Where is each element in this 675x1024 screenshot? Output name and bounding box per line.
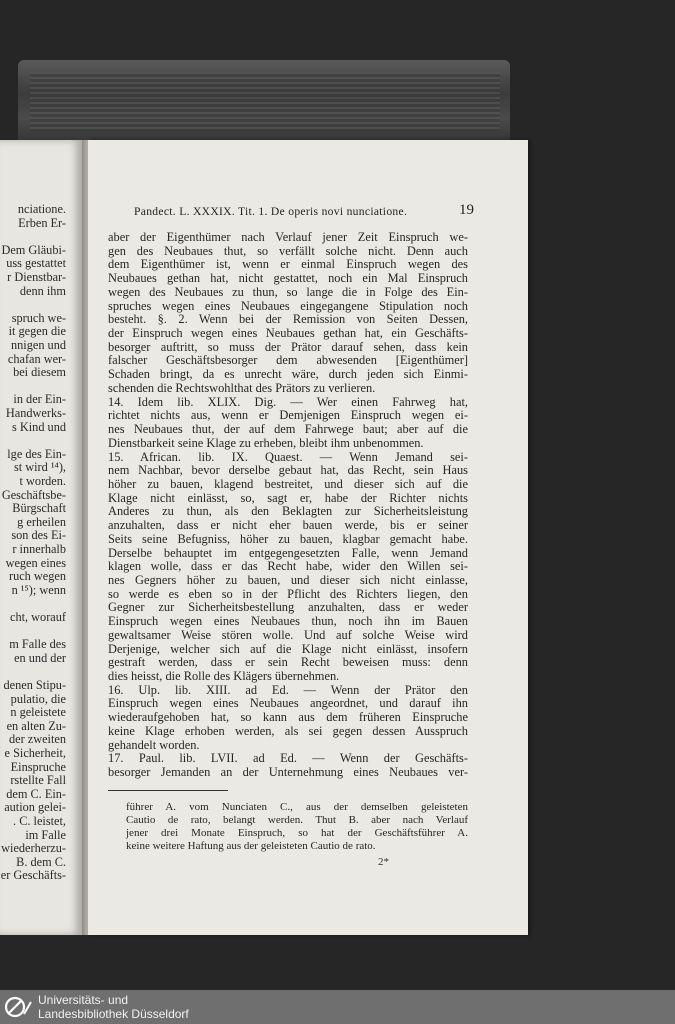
body-line: keine Klage erhoben werden, als sei gegen dessen Ausspruch [108, 723, 468, 738]
left-page-line: Bürgschaft [12, 501, 66, 516]
body-line: besorger Jemanden an der Unternehmung eines Neubaues ver- [108, 765, 468, 780]
body-line: schenden die Rechtswohlthat des Prätors zu verlieren. [108, 380, 376, 395]
left-page-line: n ¹⁵); wenn [11, 582, 66, 597]
body-line: Neubaues gethan hat, nicht gestattet, noch ein Mal Einspruch [108, 271, 468, 286]
left-page-line: uss gestattet [6, 256, 66, 271]
left-page-line: lge des Ein- [7, 446, 66, 461]
left-page-line: ruch wegen [8, 569, 66, 584]
body-line: anzuhalten, dass er nicht eher bauen werde, bis er seiner [108, 518, 468, 533]
left-page-line: wegen eines [5, 555, 66, 570]
left-page-line: spruch we- [11, 310, 66, 325]
left-page-line: m Falle des [9, 637, 66, 652]
left-page-line: s Kind und [12, 419, 66, 434]
body-line: Schaden bringt, da es unrecht wäre, durch jeden sich Einmi- [108, 367, 468, 382]
body-line: Gegner zur Sicherheitsbestellung anzuhalten, dass er weder [108, 600, 468, 615]
signature-mark: 2* [378, 856, 389, 868]
left-page-line: nnigen und [11, 338, 66, 352]
left-page-line: der zweiten [8, 732, 66, 747]
left-page-line: dem C. Ein- [6, 786, 66, 801]
left-page-line: n geleistete [10, 705, 66, 720]
left-page-line: pulatio, die [10, 691, 66, 706]
body-line: richtet nichts aus, wenn er Demjenigen Einspruch wegen ei- [108, 408, 468, 423]
left-page-line: im Falle [25, 827, 66, 842]
body-line: dies heisst, die Rolle des Klägers übernehmen. [108, 669, 340, 684]
body-line: Klage nicht einlässt, so, sagt er, habe der Richter nichts [108, 490, 468, 505]
left-page-line: denen Stipu- [3, 678, 66, 692]
body-line: Einspruch wegen eines Neubaues angeordnet, und darauf ihn [108, 696, 468, 711]
left-page-line: bei diesem [13, 365, 66, 380]
left-page-line: B. dem C. [16, 854, 66, 869]
body-line: der Einspruch wegen eines Neubaues gethan hat, ein Geschäfts- [108, 326, 468, 341]
left-page-line: en und der [14, 650, 66, 665]
left-page-line: e Sicherheit, [4, 746, 66, 760]
left-page-line: chafan wer- [7, 351, 66, 366]
body-line: gestraft werden, dass er sein Recht beweisen muss: denn [108, 655, 468, 670]
body-line: besorger auftritt, so muss der Prätor darauf sehen, dass kein [108, 339, 468, 354]
body-line: 14. Idem lib. XLIX. Dig. — Wer einen Fahrweg hat, [108, 394, 468, 409]
footnote-line: führer A. vom Nunciaten C., aus der demselben geleisteten [126, 801, 468, 813]
left-page-line: nciatione. [17, 202, 66, 216]
body-line: Derselbe behauptet im entgegengesetzten Falle, wenn Jemand [108, 545, 468, 560]
body-line: 16. Ulp. lib. XIII. ad Ed. — Wenn der Prätor den [108, 682, 468, 697]
left-page-line: r innerhalb [12, 542, 66, 556]
body-line: gehandelt worden. [108, 737, 200, 752]
body-line: wiederaufgehoben hat, so kann aus dem früheren Einspruche [108, 710, 468, 725]
left-page-line: st wird ¹⁴), [13, 460, 66, 475]
left-page-line: it gegen die [8, 324, 66, 339]
left-page-line: Einspruche [10, 759, 66, 774]
left-page-line: denn ihm [19, 283, 66, 298]
left-page-line: t worden. [19, 474, 66, 488]
body-line: höher zu bauen, klagend bestreitet, und dieser sich auf die [108, 476, 468, 491]
left-page-line: Geschäftsbe- [1, 487, 66, 502]
body-line: Einspruch wegen eines Neubaues thun, noch ihn im Bauen [108, 614, 468, 629]
body-line: nes Gegners höher zu bauen, und dieser sich nicht einlasse, [108, 573, 468, 587]
body-line: Anderes zu thun, als den Beklagten zur Sicherheitsleistung [108, 504, 468, 519]
left-page [0, 140, 82, 935]
right-page [88, 140, 528, 935]
institution-line-2: Landesbibliothek Düsseldorf [38, 1007, 189, 1021]
body-line: Derjenige, welcher sich auf die Klage nicht einlässt, insofern [108, 641, 468, 656]
body-line: gewaltsamer Weise stören wolle. Und auf solche Weise wird [108, 627, 468, 642]
left-page-line: Handwerks- [5, 406, 66, 420]
running-header [134, 202, 472, 220]
left-page-line: g erheilen [17, 514, 66, 529]
body-line: falscher Geschäftsbesorger dem abwesenden [Eigenthümer] [108, 353, 468, 368]
left-page-line: er Geschäfts- [0, 868, 66, 883]
body-line: so werde es eben so in der Pflicht des Richters liegen, den [108, 586, 468, 601]
body-line: spruches wegen eines Neubaues eingegangene Stipulation noch [108, 298, 468, 313]
left-page-line: rstellte Fall [10, 773, 66, 788]
body-line: nes Neubaues thut, der auf dem Fahrwege baut; aber auf die [108, 422, 468, 437]
left-page-line: in der Ein- [13, 392, 66, 407]
footnote-rule [108, 790, 228, 791]
running-title: Pandect. L. XXXIX. Tit. 1. De operis novi nunciatione. [134, 205, 408, 218]
body-line: klagen wolle, dass er das Recht habe, wider den Willen sei- [108, 559, 468, 574]
body-line: Seits seine Befugniss, höher zu bauen, klagbar gemacht habe. [108, 531, 468, 546]
left-page-line: en alten Zu- [6, 718, 66, 733]
left-page-line: r Dienstbar- [7, 270, 66, 284]
institution-name [38, 993, 189, 1021]
left-page-line: Erben Er- [18, 215, 66, 230]
footnote-line: Cautio de rato, belangt werden. Thut B. aber nach Verlauf [126, 814, 468, 826]
body-line: gen des Neubaues thut, so verfällt solche nicht. Denn auch [108, 243, 468, 258]
body-line: dem Eigenthümer ist, wenn er einmal Einspruch wegen des [108, 257, 468, 272]
body-line: 17. Paul. lib. LVII. ad Ed. — Wenn der Geschäfts- [108, 751, 468, 766]
institution-line-1: Universitäts- und [38, 993, 129, 1007]
left-page-line: Dem Gläubi- [1, 242, 66, 257]
left-page-line: wiederherzu- [1, 841, 66, 856]
page-number: 19 [459, 202, 474, 218]
footnote-line: keine weitere Haftung aus der geleisteten Cautio de rato. [126, 840, 376, 852]
body-line: Dienstbarkeit seine Klage zu erheben, bleibt ihm unbenommen. [108, 435, 424, 450]
book-page-edges [30, 72, 500, 132]
left-page-line: . C. leistet, [13, 814, 66, 828]
left-page-line: son des Ei- [11, 528, 66, 543]
body-line: wegen des Neubaues zu thun, so lange die in Folge des Ein- [108, 284, 468, 299]
footnote-line: jener drei Monate Einspruch, so hat der Geschäftsführer A. [126, 827, 468, 839]
left-page-line: cht, worauf [10, 610, 66, 624]
left-page-line: aution gelei- [4, 800, 66, 815]
body-line: nem Nachbar, bevor derselbe gebaut hat, das Recht, sein Haus [108, 463, 468, 478]
body-line: 15. African. lib. IX. Quaest. — Wenn Jemand sei- [108, 449, 468, 464]
library-logo-icon [4, 996, 34, 1018]
body-line: besteht. §. 2. Wenn bei der Remission von Seiten Dessen, [108, 312, 468, 327]
body-line: aber der Eigenthümer nach Verlauf jener Zeit Einspruch we- [108, 230, 468, 244]
